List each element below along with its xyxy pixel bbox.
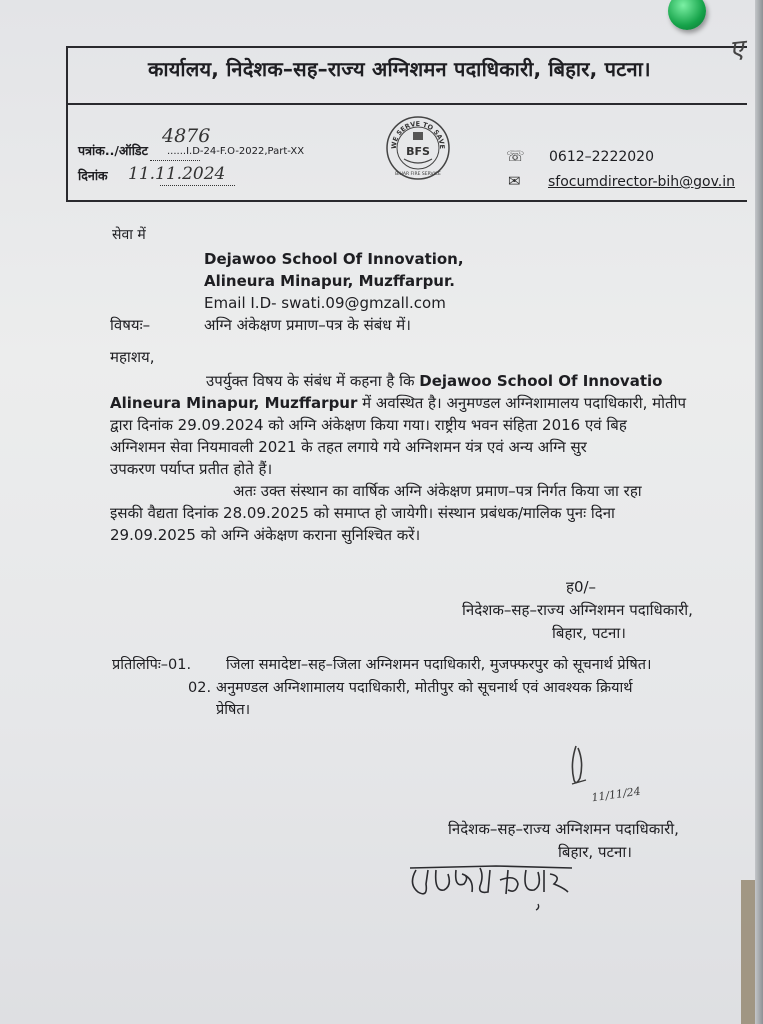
- recipient-address: Alineura Minapur, Muzffarpur.: [204, 272, 455, 290]
- signatory-designation-2: निदेशक–सह–राज्य अग्निशमन पदाधिकारी,: [448, 820, 679, 838]
- body-school-address: Alineura Minapur, Muzffarpur: [110, 394, 358, 412]
- body-line: 29.09.2025 को अग्नि अंकेक्षण कराना सुनिश्चित करें।: [110, 526, 421, 544]
- signed-mark: ह0/–: [566, 578, 597, 596]
- body-text: उपर्युक्त विषय के संबंध में कहना है कि: [206, 372, 420, 390]
- emblem-motto: WE SERVE TO SAVE: [389, 119, 447, 150]
- office-email: sfocumdirector-bih@gov.in: [548, 174, 736, 190]
- corner-handwritten-mark: ए: [727, 34, 746, 66]
- signatory-place: बिहार, पटना।: [552, 624, 626, 642]
- emblem-center-text: BFS: [406, 145, 430, 158]
- greeting: महाशय,: [110, 348, 155, 366]
- body-line: [110, 396, 686, 411]
- body-line: उपकरण पर्याप्त प्रतीत होते हैं।: [110, 460, 273, 478]
- copy-text-1: जिला समादेष्टा–सह–जिला अग्निशमन पदाधिकारी, मुजफ्फरपुर को सूचनार्थ प्रेषित।: [226, 657, 652, 673]
- handwritten-signature: [404, 862, 584, 912]
- date-dotted-line: [160, 185, 235, 186]
- office-title: कार्यालय, निदेशक–सह–राज्य अग्निशमन पदाधिकारी, बिहार, पटना।: [148, 57, 651, 81]
- date-value: 11.11.2024: [128, 164, 226, 184]
- signatory-designation: निदेशक–सह–राज्य अग्निशमन पदाधिकारी,: [462, 601, 693, 619]
- body-line: द्वारा दिनांक 29.09.2024 को अग्नि अंकेक्षण किया गया। राष्ट्रीय भवन संहिता 2016 एवं बिह: [110, 416, 627, 434]
- telephone-icon: ☏: [506, 147, 525, 165]
- body-line: अतः उक्त संस्थान का वार्षिक अग्नि अंकेक्षण प्रमाण–पत्र निर्गत किया जा रहा: [233, 482, 642, 500]
- file-tab-edge: [741, 880, 755, 1024]
- recipient-name: Dejawoo School Of Innovation,: [204, 250, 464, 268]
- body-text: में अवस्थित है। अनुमण्डल अग्निशामालय पदाधिकारी, मोतीप: [357, 394, 686, 412]
- letterhead-divider: [66, 103, 747, 105]
- signatory-place-2: बिहार, पटना।: [558, 843, 632, 861]
- body-line: इसकी वैद्यता दिनांक 28.09.2025 को समाप्त हो जायेगी। संस्थान प्रबंधक/मालिक पुनः दिना: [110, 504, 615, 522]
- handwritten-initial-mark: [562, 740, 642, 812]
- office-phone: 0612–2222020: [549, 149, 654, 165]
- salutation-to: सेवा में: [112, 227, 146, 243]
- body-line: [206, 374, 662, 389]
- paper-stack-edge: [755, 0, 763, 1024]
- letter-number-handwritten: 4876: [162, 125, 211, 147]
- initial-mark-date: 11/11/24: [590, 784, 642, 805]
- emblem-bottom-text: BIHAR FIRE SERVICE: [395, 172, 441, 177]
- subject-label: विषयः–: [110, 316, 151, 334]
- copy-label-2: 02.: [188, 680, 212, 696]
- copy-label-1: प्रतिलिपिः–01.: [112, 657, 192, 673]
- bihar-fire-service-emblem-icon: [385, 115, 451, 181]
- envelope-icon: ✉: [508, 172, 521, 190]
- letter-number-dotted-line: [150, 160, 200, 161]
- body-line: अग्निशमन सेवा नियमावली 2021 के तहत लगाये गये अग्निशमन यंत्र एवं अन्य अग्नि सुर: [110, 438, 587, 456]
- subject-text: अग्नि अंकेक्षण प्रमाण–पत्र के संबंध में।: [204, 316, 411, 334]
- copy-text-2: अनुमण्डल अग्निशामालय पदाधिकारी, मोतीपुर को सूचनार्थ एवं आवश्यक क्रियार्थ: [216, 680, 633, 696]
- date-label: दिनांक: [78, 168, 108, 183]
- recipient-email: Email I.D- swati.09@gmzall.com: [204, 294, 446, 312]
- letter-number-label: पत्रांक../ऑडिट: [78, 143, 148, 158]
- body-school-name: Dejawoo School Of Innovatio: [419, 372, 663, 390]
- copy-text-2-continued: प्रेषित।: [216, 702, 251, 718]
- letter-number-reference: ......I.D-24-F.O-2022,Part-XX: [167, 146, 305, 157]
